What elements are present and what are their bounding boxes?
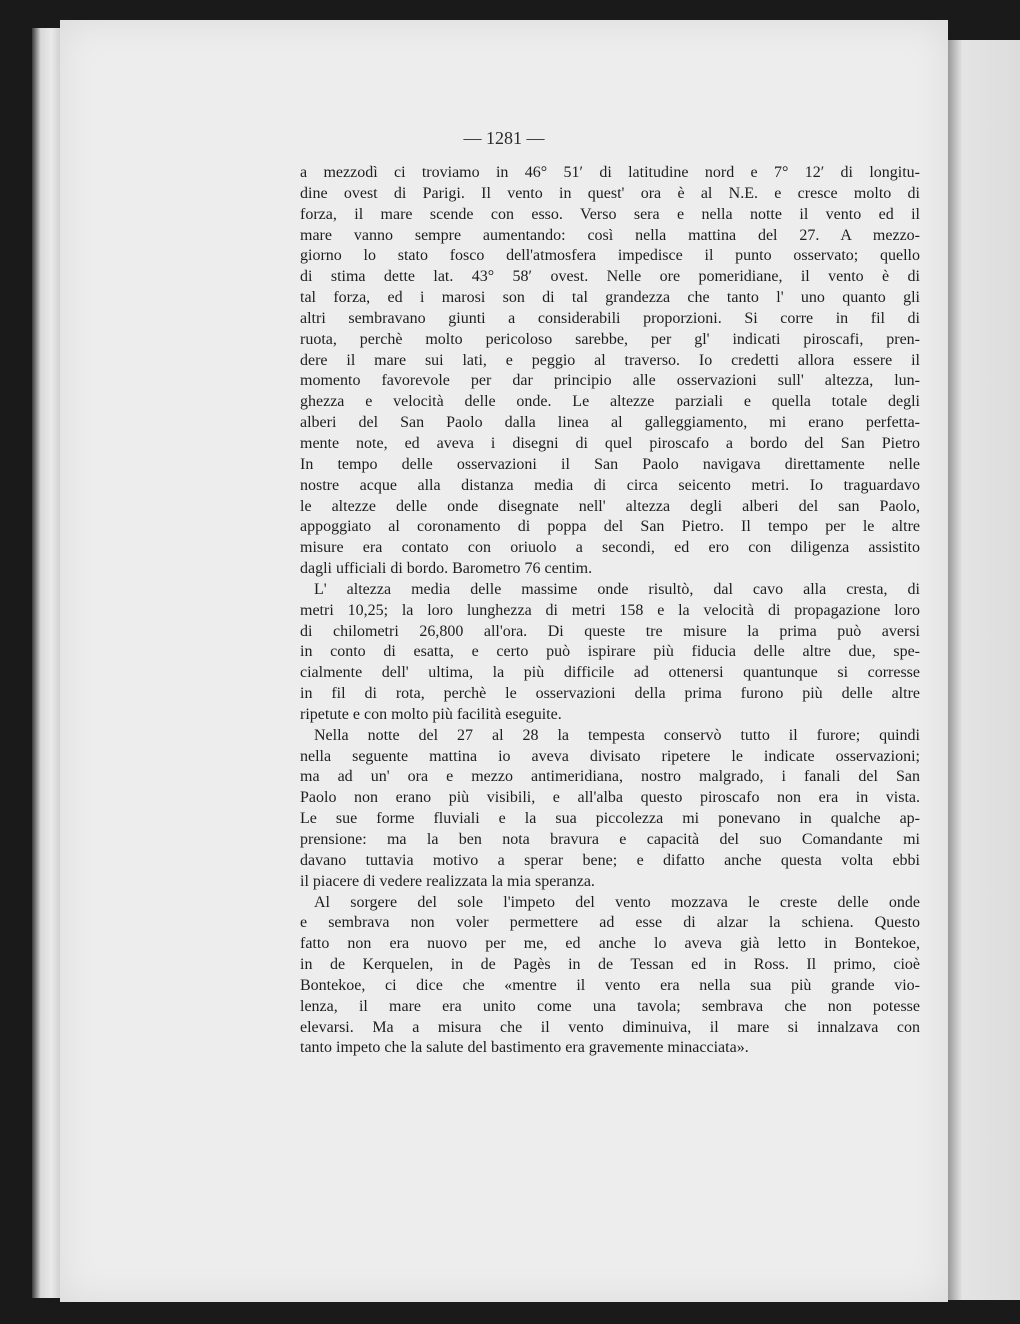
text-line: appoggiato al coronamento di poppa del San Pietro. Il tempo per le altre — [300, 518, 920, 536]
text-line: ripetute e con molto più facilità eseguite. — [300, 705, 562, 723]
text-line: Al sorgere del sole l'impeto del vento mozzava le creste delle onde — [314, 893, 920, 911]
text-line: elevarsi. Ma a misura che il vento diminuiva, il mare si innalzava con — [300, 1018, 920, 1036]
text-line: cialmente dell' ultima, la più difficile ad ottenersi quantunque si corresse — [300, 664, 920, 682]
text-line: ghezza e velocità delle onde. Le altezze parziali e quella totale degli — [300, 393, 920, 411]
text-line: tal forza, ed i marosi son di tal grandezza che tanto l' uno quanto gli — [300, 289, 920, 307]
text-line: misure era contato con oriuolo a secondi, ed ero con diligenza assistito — [300, 539, 920, 557]
text-line: Paolo non erano più visibili, e all'alba questo piroscafo non era in vista. — [300, 789, 920, 807]
text-line: e sembrava non voler permettere ad esse di alzar la schiena. Questo — [300, 914, 920, 932]
text-line: forza, il mare scende con esso. Verso sera e nella notte il vento ed il — [300, 205, 920, 223]
page-number: — 1281 — — [463, 128, 545, 148]
text-line: dine ovest di Parigi. Il vento in quest' ora è al N.E. e cresce molto di — [300, 184, 920, 202]
text-line: ma ad un' ora e mezzo antimeridiana, nostro malgrado, i fanali del San — [300, 768, 920, 786]
text-line: prensione: ma la ben nota bravura e capacità del suo Comandante mi — [300, 831, 920, 848]
text-line: dagli ufficiali di bordo. Barometro 76 centim. — [300, 560, 593, 578]
page-edge-right — [948, 40, 1020, 1300]
text-line: in conto di esatta, e certo può ispirare più fiducia delle altre due, spe- — [300, 643, 920, 661]
text-line: di chilometri 26,800 all'ora. Di queste tre misure la prima può aversi — [300, 622, 920, 640]
text-line: in fil di rota, perchè le osservazioni della prima furono più delle altre — [300, 685, 920, 703]
text-line: nella seguente mattina io aveva divisato ripetere le indicate osservazioni; — [300, 747, 920, 765]
text-line: metri 10,25; la loro lunghezza di metri 158 e la velocità di propagazione loro — [300, 601, 920, 619]
text-line: mente note, ed aveva i disegni di quel piroscafo a bordo del San Pietro — [300, 434, 920, 452]
body-text — [300, 163, 920, 1059]
text-line: di stima dette lat. 43° 58′ ovest. Nelle ore pomeridiane, il vento è di — [300, 268, 920, 286]
text-line: in de Kerquelen, in de Pagès in de Tessan ed in Ross. Il primo, cioè — [300, 956, 920, 974]
text-line: davano tuttavia motivo a sperar bene; e difatto anche questa volta ebbi — [300, 851, 920, 869]
text-line: nostre acque alla distanza media di circa seicento metri. Io traguardavo — [300, 476, 920, 494]
text-line: Nella notte del 27 al 28 la tempesta conservò tutto il furore; quindi — [314, 726, 920, 744]
text-line: momento favorevole per dar principio alle osservazioni sull' altezza, lun- — [300, 372, 920, 390]
text-line: fatto non era nuovo per me, ed anche lo aveva già letto in Bontekoe, — [300, 935, 920, 953]
text-line: dere il mare sui lati, e peggio al traverso. Io credetti allora essere il — [300, 351, 920, 369]
text-line: le altezze delle onde disegnate nell' altezza degli alberi del san Paolo, — [300, 497, 920, 515]
text-line: alberi del San Paolo dalla linea al galleggiamento, mi erano perfetta- — [300, 414, 920, 432]
text-line: giorno lo stato fosco dell'atmosfera impedisce il punto osservato; quello — [300, 247, 920, 265]
text-line: tanto impeto che la salute del bastimento era gravemente minacciata». — [300, 1039, 749, 1057]
text-line: ruota, perchè molto pericoloso sarebbe, per gl' indicati piroscafi, pren- — [300, 330, 920, 348]
text-line: Le sue forme fluviali e la sua piccolezza mi ponevano in qualche ap- — [300, 810, 920, 828]
text-line: il piacere di vedere realizzata la mia speranza. — [300, 872, 595, 890]
text-line: mare vanno sempre aumentando: così nella mattina del 27. A mezzo- — [300, 226, 920, 244]
text-line: Bontekoe, ci dice che «mentre il vento era nella sua più grande vio- — [300, 976, 920, 994]
text-line: a mezzodì ci troviamo in 46° 51′ di latitudine nord e 7° 12′ di longitu- — [300, 164, 920, 181]
text-line: altri sembravano giunti a considerabili proporzioni. Si corre in fil di — [300, 309, 920, 327]
text-line: lenza, il mare era unito come una tavola; sembrava che non potesse — [300, 997, 920, 1015]
text-line: In tempo delle osservazioni il San Paolo navigava direttamente nelle — [300, 455, 920, 473]
document-page — [60, 20, 948, 1302]
text-line: L' altezza media delle massime onde risultò, dal cavo alla cresta, di — [314, 580, 920, 598]
